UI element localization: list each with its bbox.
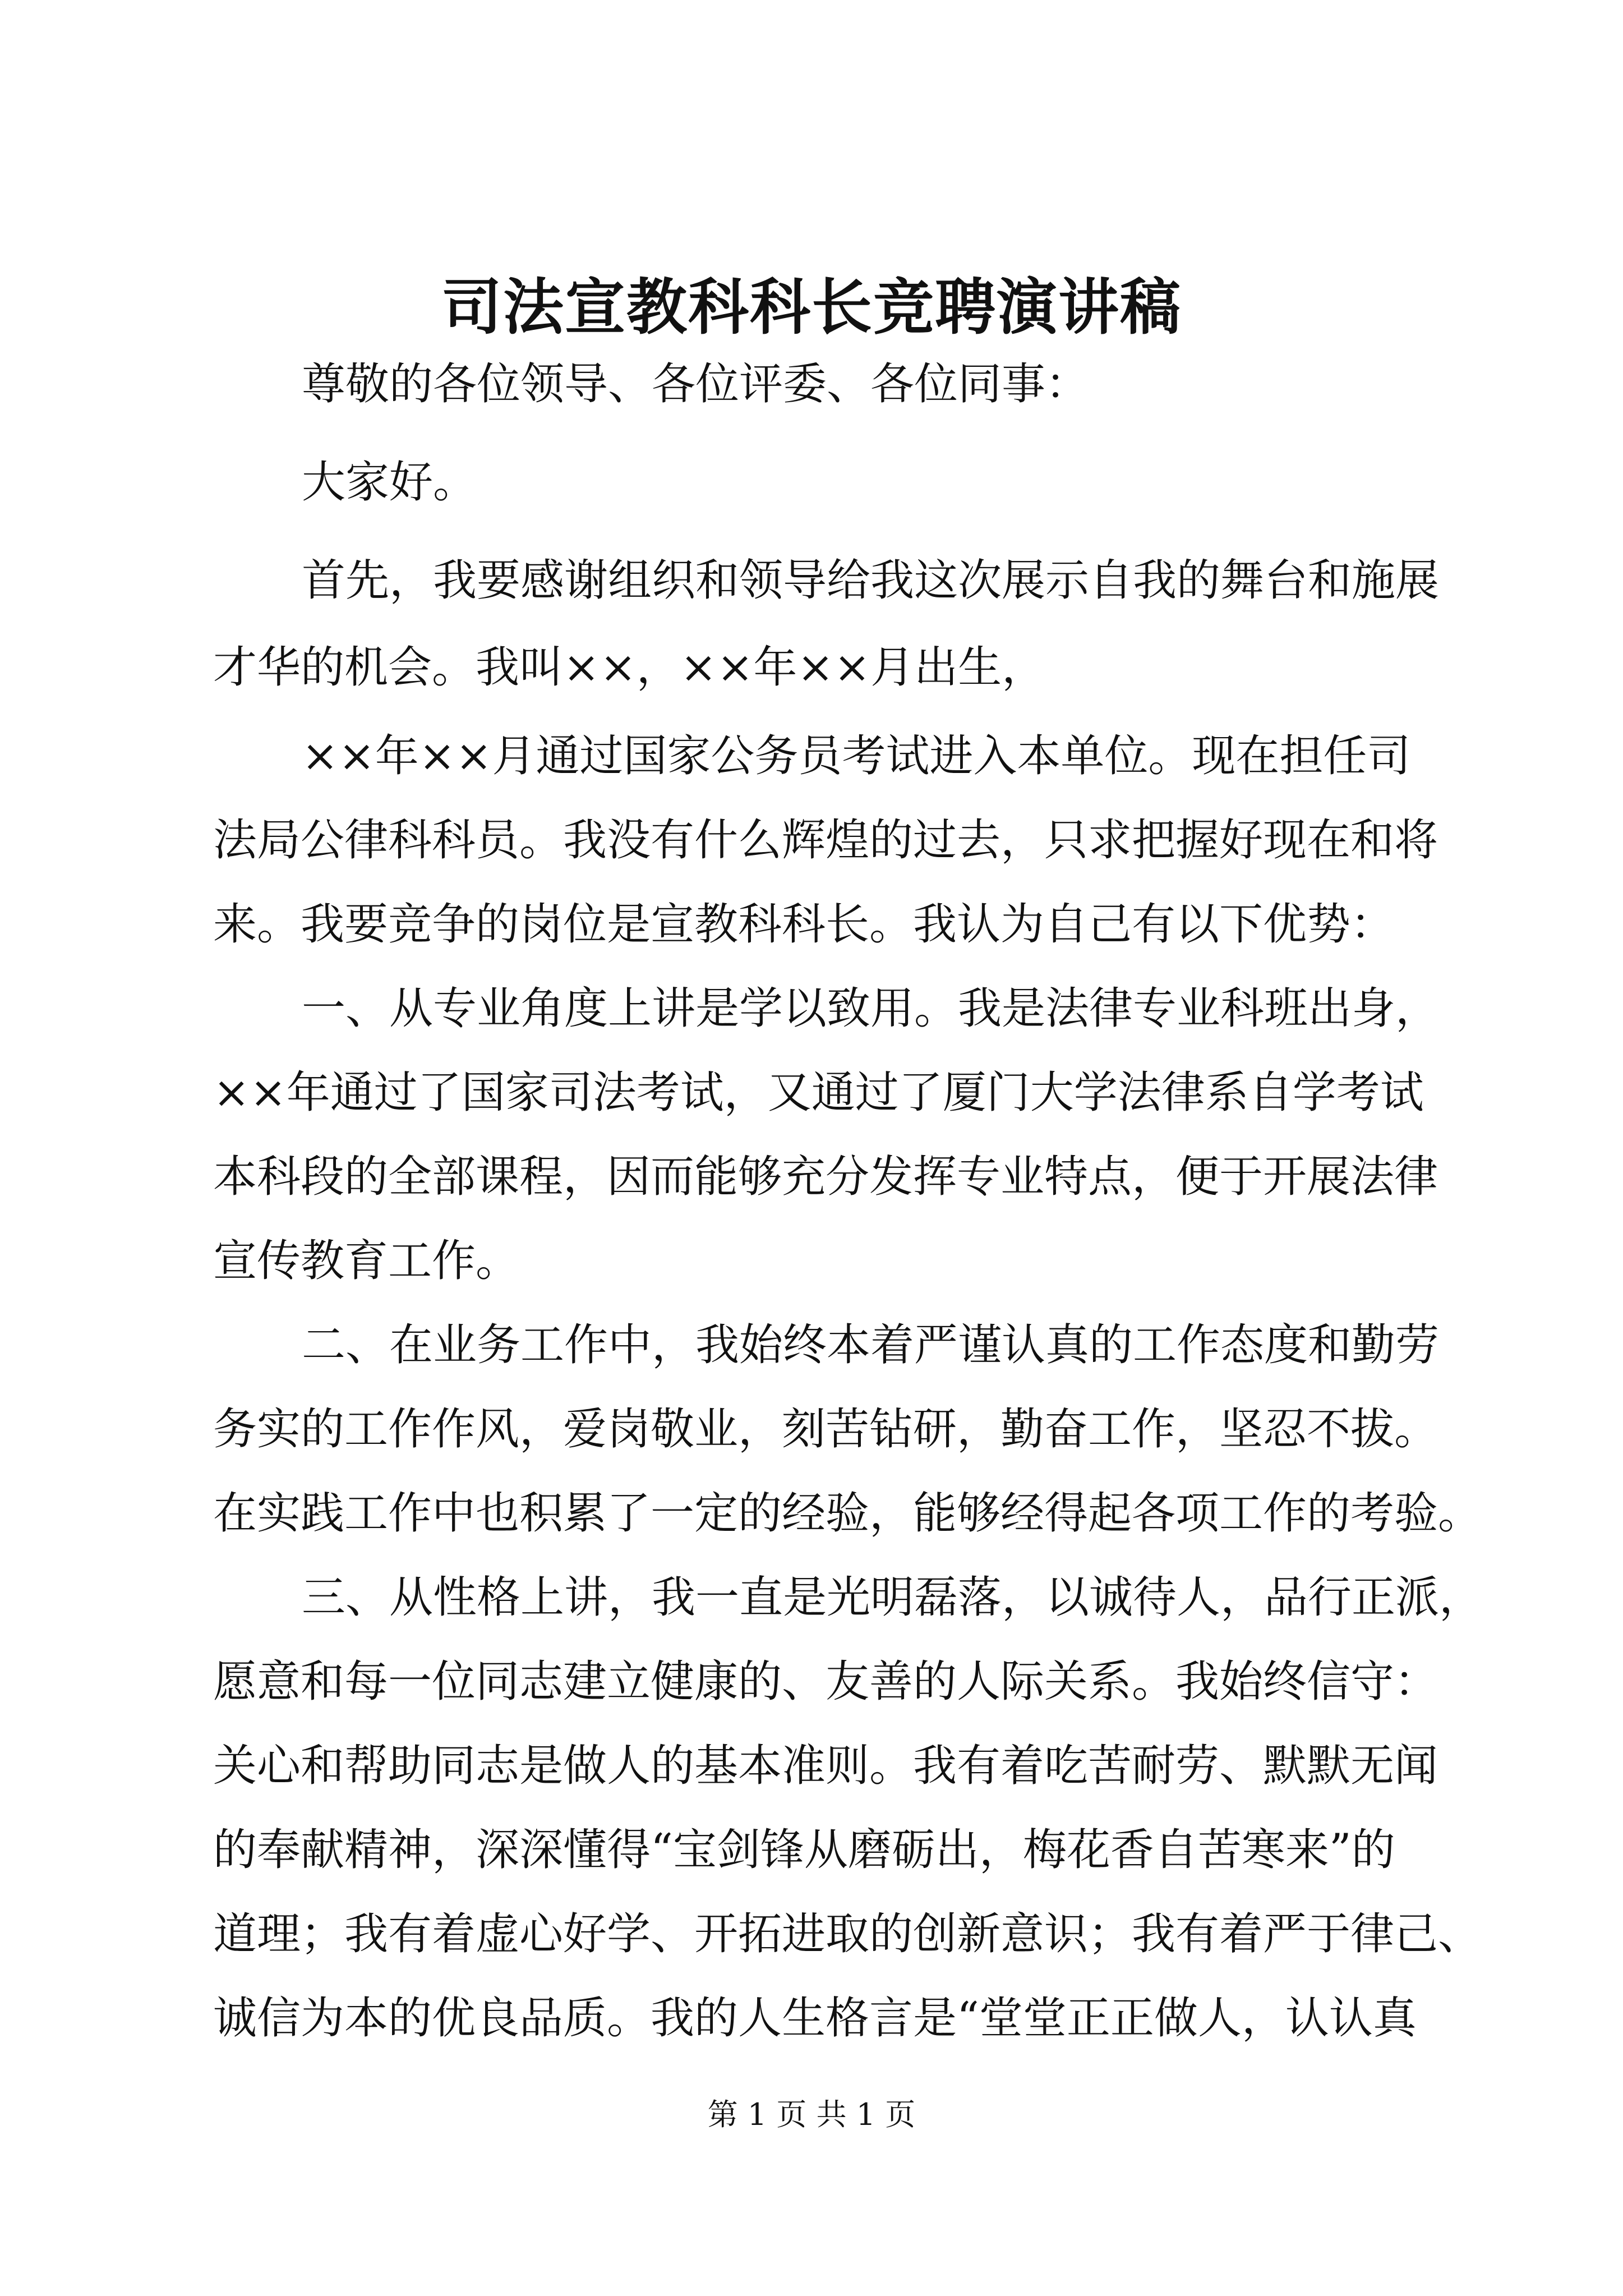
paragraph-line: 在实践工作中也积累了一定的经验，能够经得起各项工作的考验。	[213, 1488, 1482, 1539]
paragraph-line: 三、从性格上讲，我一直是光明磊落，以诚待人，品行正派，	[302, 1572, 1483, 1623]
page-number-footer: 第 1 页 共 1 页	[707, 2097, 916, 2132]
paragraph-line: 宣传教育工作。	[213, 1236, 520, 1286]
paragraph-line: 诚信为本的优良品质。我的人生格言是“堂堂正正做人，认认真	[213, 1993, 1417, 2044]
salutation-line: 尊敬的各位领导、各位评委、各位同事：	[302, 359, 1090, 409]
paragraph-line: 关心和帮助同志是做人的基本准则。我有着吃苦耐劳、默默无闻	[213, 1741, 1438, 1791]
paragraph-line: 务实的工作作风，爱岗敬业，刻苦钻研，勤奋工作，坚忍不拔。	[213, 1404, 1438, 1455]
document-title: 司法宣教科科长竞聘演讲稿	[441, 272, 1182, 343]
paragraph-line: 首先，我要感谢组织和领导给我这次展示自我的舞台和施展	[302, 555, 1440, 606]
paragraph-line: 愿意和每一位同志建立健康的、友善的人际关系。我始终信守：	[213, 1657, 1438, 1707]
paragraph-line: 来。我要竞争的岗位是宣教科科长。我认为自己有以下优势：	[213, 899, 1395, 950]
paragraph-line: ××年通过了国家司法考试，又通过了厦门大学法律系自学考试	[213, 1068, 1424, 1118]
paragraph-line: ××年××月通过国家公务员考试进入本单位。现在担任司	[302, 731, 1411, 781]
paragraph-line: 的奉献精神，深深懂得“宝剑锋从磨砺出，梅花香自苦寒来”的	[213, 1825, 1395, 1875]
paragraph-line: 才华的机会。我叫××，××年××月出生，	[213, 642, 1046, 693]
greeting-line: 大家好。	[302, 457, 477, 508]
paragraph-line: 本科段的全部课程，因而能够充分发挥专业特点，便于开展法律	[213, 1152, 1438, 1202]
paragraph-line: 二、在业务工作中，我始终本着严谨认真的工作态度和勤劳	[302, 1320, 1440, 1370]
paragraph-line: 法局公律科科员。我没有什么辉煌的过去，只求把握好现在和将	[213, 815, 1438, 866]
paragraph-line: 一、从专业角度上讲是学以致用。我是法律专业科班出身，	[302, 983, 1440, 1034]
paragraph-line: 道理；我有着虚心好学、开拓进取的创新意识；我有着严于律己、	[213, 1909, 1482, 1959]
